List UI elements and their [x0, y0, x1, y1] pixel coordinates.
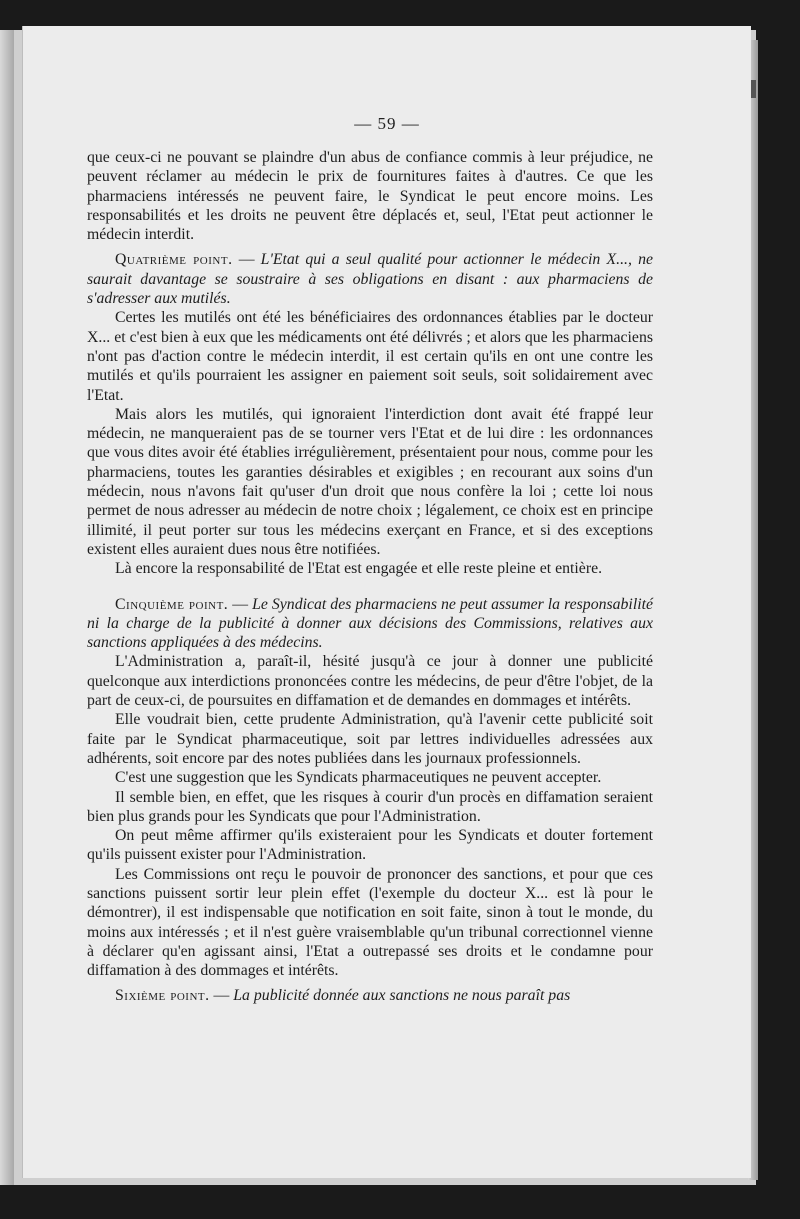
heading-dash: —: [228, 595, 253, 613]
section-heading: Quatrième point.: [115, 251, 233, 269]
paragraph-sixieme-point: [87, 986, 653, 1005]
page-number: — 59 —: [354, 114, 420, 133]
paragraph-12: Les Commissions ont reçu le pouvoir de prononcer des sanctions, et pour que ces sanctions puissent sortir leur plein effet (l'exemple du docteur X... est là pour le démontrer), il est indispensable que notification en soit faite, sinon à tout le monde, du moins aux intéressés ; et il n'est guère vraisemblable qu'un tribunal correctionnel vienne à déclarer qu'en agissant ainsi, l'Etat a outrepassé ses droits et le condamne pour diffamation à des dommages et intérêts.: [87, 865, 653, 980]
paragraph-4: Mais alors les mutilés, qui ignoraient l'interdiction dont avait été frappé leur médecin, ne manqueraient pas de se tourner vers l'Etat et de lui dire : les ordonnances que vous dites avoir été établies irrégulièrement, présentaient pour nous, comme pour les pharmaciens, toutes les garanties désirables et exigibles ; en recourant aux soins d'un médecin, nous n'avons fait qu'user d'un droit que nous confère la loi ; cette loi nous permet de nous adresser au médecin de notre choix ; légalement, ce choix est en principe illimité, il peut porter sur tous les médecins exerçant en France, et si des exceptions existent elles auraient dues nous être notifiées.: [87, 405, 653, 558]
section-statement: La publicité donnée aux sanctions ne nous paraît pas: [233, 987, 571, 1005]
heading-dash: —: [232, 251, 261, 269]
section-statement: L'Etat qui a seul qualité pour actionner le médecin X..., ne saurait davantage se soustraire à ses obligations en disant : aux pharmaciens de s'adresser aux mutilés.: [87, 251, 654, 308]
paragraph-quatrieme-point: [87, 250, 653, 308]
paragraph-1: que ceux-ci ne pouvant se plaindre d'un abus de confiance commis à leur préjudice, ne peuvent réclamer au médecin le prix de fournitures faites à d'autres. Ce que les pharmaciens intéressés ne peuvent faire, le Syndicat le peut encore moins. Les responsabilités et les droits ne peuvent être déplacés et, seul, l'Etat peut actionner le médecin interdit.: [87, 149, 653, 244]
paragraph-cinquieme-point: [87, 595, 653, 653]
section-heading: Sixième point.: [115, 987, 210, 1005]
heading-dash: —: [209, 987, 234, 1005]
paragraph-8: Elle voudrait bien, cette prudente Administration, qu'à l'avenir cette publicité soit faite par le Syndicat pharmaceutique, soit par lettres individuelles adressées aux adhérents, soit encore par des notes publiées dans les journaux professionnels.: [87, 711, 653, 767]
document-page: [22, 26, 751, 1178]
binding-edge: [0, 30, 14, 1185]
paragraph-9: C'est une suggestion que les Syndicats pharmaceutiques ne peuvent accepter.: [115, 769, 602, 787]
paragraph-5: Là encore la responsabilité de l'Etat est engagée et elle reste pleine et entière.: [115, 560, 603, 578]
paragraph-11: On peut même affirmer qu'ils existeraient pour les Syndicats et douter fortement qu'ils puissent exister pour l'Administration.: [87, 827, 653, 864]
section-statement: Le Syndicat des pharmaciens ne peut assumer la responsabilité ni la charge de la publicité à donner aux décisions des Commissions, relatives aux sanctions appliquées à des médecins.: [87, 595, 654, 652]
section-heading: Cinquième point.: [115, 595, 229, 613]
paragraph-7: L'Administration a, paraît-il, hésité jusqu'à ce jour à donner une publicité quelconque aux interdictions prononcées contre les médecins, de peur d'être l'objet, de la part de ceux-ci, de poursuites en diffamation et de demandes en dommages et intérêts.: [87, 653, 653, 710]
body-text: [87, 148, 653, 1006]
paragraph-3: Certes les mutilés ont été les bénéficiaires des ordonnances établies par le docteur X... et c'est bien à eux que les médicaments ont été délivrés ; et alors que les pharmaciens n'ont pas d'action contre le médecin interdit, il est certain qu'ils en ont une contre les mutilés et qu'ils pourraient les assigner en paiement soit seuls, soit solidairement avec l'Etat.: [87, 309, 653, 404]
paragraph-10: Il semble bien, en effet, que les risques à courir d'un procès en diffamation seraient bien plus grands pour les Syndicats que pour l'Administration.: [87, 788, 653, 825]
